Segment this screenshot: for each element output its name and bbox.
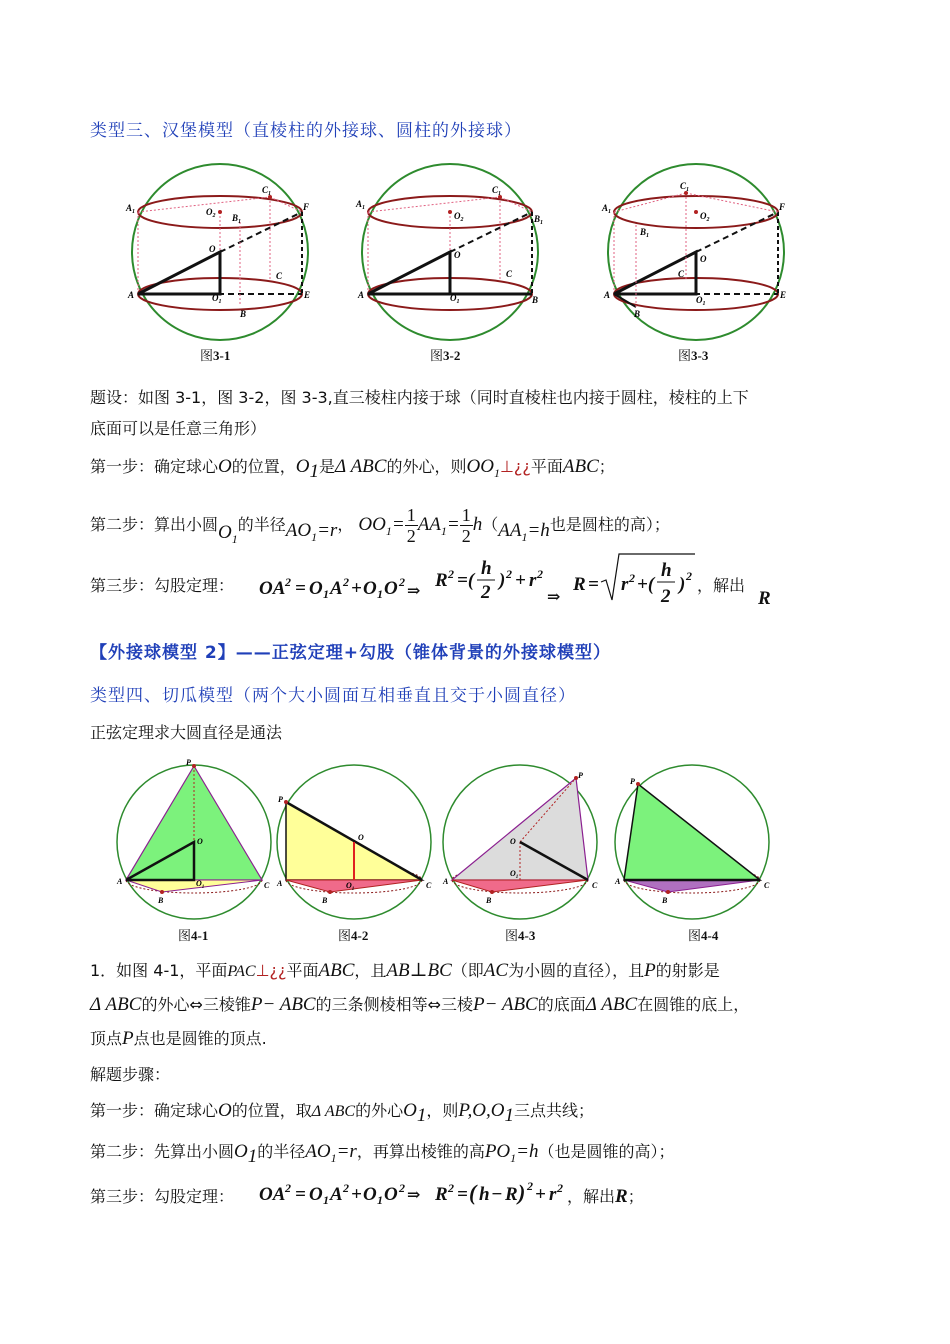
svg-text:2: 2 [686, 569, 692, 583]
section4-heading: 类型四、切瓜模型（两个大小圆面互相垂直且交于小圆直径） [90, 686, 576, 706]
svg-text:=(: =( [457, 570, 475, 591]
section3-heading: 类型三、汉堡模型（直棱柱的外接球、圆柱的外接球） [90, 121, 522, 141]
section4-step3-label: 第三步：勾股定理： [90, 1187, 235, 1206]
svg-text:+: + [535, 1184, 546, 1205]
svg-text:(: ( [469, 1180, 477, 1205]
label-B1: $B_1$ [232, 213, 242, 225]
label-C: C [678, 269, 685, 279]
label-A: A [128, 290, 135, 300]
caption-3-2: 图3-2 [430, 348, 461, 363]
svg-text:O: O [363, 1184, 377, 1205]
section3-step3-label: 第三步：勾股定理： [90, 576, 235, 595]
svg-text:A: A [330, 1184, 343, 1205]
model2-heading: 【外接球模型 2】——正弦定理+勾股（锥体背景的外接球模型） [90, 643, 611, 663]
label-O1: $O_1$ [212, 293, 222, 305]
svg-text:): ) [679, 574, 686, 595]
label-B1: $B_1$ [640, 227, 650, 239]
label-O: O [358, 833, 364, 842]
svg-text:+: + [351, 1184, 362, 1205]
section4-step3-tail: ，解出R； [567, 1186, 644, 1207]
section4-step1: 第一步：确定球心O的位置，取Δ ABC的外心$O_1$，则$P,O,O_1$三点共线； [90, 1100, 594, 1126]
section3-step2: 第二步：算出小圆$O_1$的半径$AO_1=r$， $OO_1=$ $\frac{1}{2}$ $AA_1=$ $\frac{1}{2}$ $h(AA_1=h$也是圆柱的高）； [90, 505, 670, 546]
svg-text:r: r [529, 570, 537, 591]
label-B: B [486, 896, 492, 905]
label-E: E [304, 290, 311, 300]
label-O1: $O_1$ [450, 293, 460, 305]
label-A: A [615, 877, 621, 886]
label-O: O [197, 837, 203, 846]
svg-text:2: 2 [629, 571, 635, 585]
label-E: E [780, 290, 787, 300]
label-C1: $C_1$ [680, 181, 690, 193]
label-C: C [426, 881, 432, 890]
label-C: C [276, 271, 283, 281]
svg-text:r: r [621, 574, 629, 595]
svg-text:=: = [295, 578, 306, 599]
label-O2: $O_2$ [454, 211, 464, 223]
steps-title: 解题步骤： [90, 1065, 171, 1084]
svg-text:=: = [457, 1184, 468, 1205]
svg-text:): ) [518, 1180, 526, 1205]
svg-text:2: 2 [343, 575, 349, 589]
svg-text:O: O [309, 578, 323, 599]
svg-text:=: = [295, 1184, 306, 1205]
svg-text:R: R [435, 570, 448, 591]
label-C: C [264, 881, 270, 890]
label-P: P [578, 771, 583, 780]
svg-text:2: 2 [527, 1179, 533, 1193]
svg-text:2: 2 [448, 1181, 454, 1195]
svg-text:1: 1 [377, 1193, 383, 1207]
figure-4-1 [114, 758, 279, 923]
label-F: F [303, 202, 310, 212]
svg-text:R: R [573, 574, 586, 595]
label-O2: $O_2$ [206, 207, 216, 219]
figure-4-3 [440, 758, 605, 923]
caption-4-1: 图4-1 [178, 928, 209, 943]
svg-text:2: 2 [557, 1181, 563, 1195]
svg-text:OA: OA [259, 578, 286, 599]
label-A1: $A_1$ [126, 203, 136, 215]
caption-3-3: 图3-3 [678, 348, 709, 363]
svg-text:2: 2 [661, 586, 671, 607]
label-O: O [454, 250, 461, 260]
section3-step3-R: R [758, 588, 771, 609]
svg-text:⇒: ⇒ [407, 1187, 421, 1204]
label-B: B [634, 309, 641, 319]
svg-text:2: 2 [481, 582, 491, 603]
svg-text:h: h [481, 558, 492, 579]
svg-text:r: r [549, 1184, 557, 1205]
section4-para-line1: 1．如图 4-1，平面PAC⊥¿¿平面ABC，且AB⊥BC（即AC为小圆的直径），且P的射影是 [90, 960, 720, 981]
label-F: F [779, 202, 786, 212]
svg-text:h: h [661, 560, 672, 581]
svg-text:+(: +( [637, 574, 655, 595]
svg-text:O: O [309, 1184, 323, 1205]
svg-text:A: A [330, 578, 343, 599]
svg-text:⇒: ⇒ [407, 583, 421, 600]
section3-step3-formula [255, 550, 745, 610]
figure-3-1 [120, 155, 320, 355]
section4-intro: 正弦定理求大圆直径是通法 [90, 723, 283, 742]
svg-text:R: R [435, 1184, 448, 1205]
figure-4-4 [612, 758, 777, 923]
label-A: A [117, 877, 123, 886]
caption-4-2: 图4-2 [338, 928, 369, 943]
section4-step2: 第二步：先算出小圆$O_1$的半径$AO_1=r$，再算出棱锥的高$PO_1=h$（也是圆锥的高）； [90, 1141, 675, 1167]
label-O: O [510, 837, 516, 846]
label-A: A [604, 290, 611, 300]
section4-para-line3: 顶点P点也是圆锥的顶点. [90, 1028, 267, 1049]
label-B: B [240, 309, 247, 319]
setup-line-2: 底面可以是任意三角形） [90, 419, 267, 438]
caption-4-3: 图4-3 [505, 928, 536, 943]
label-B: B [662, 896, 668, 905]
label-P: P [278, 795, 283, 804]
label-C: C [592, 881, 598, 890]
svg-text:): ) [499, 570, 506, 591]
svg-text:2: 2 [506, 567, 512, 581]
svg-text:2: 2 [399, 575, 405, 589]
svg-text:1: 1 [377, 587, 383, 601]
setup-line-1: 题设：如图 3-1，图 3-2，图 3-3,直三棱柱内接于球（同时直棱柱也内接于圆柱，棱柱的上下 [90, 388, 749, 407]
label-B: B [158, 896, 164, 905]
label-A: A [443, 877, 449, 886]
label-P: P [186, 758, 191, 767]
label-A1: $A_1$ [356, 199, 366, 211]
svg-text:1: 1 [323, 1193, 329, 1207]
svg-text:2: 2 [285, 1181, 291, 1195]
svg-text:2: 2 [537, 567, 543, 581]
figure-3-3 [596, 155, 796, 355]
figure-3-2 [350, 155, 550, 355]
label-C: C [764, 881, 770, 890]
label-B: B [322, 896, 328, 905]
svg-text:R: R [505, 1184, 518, 1205]
section4-step3-formula [255, 1172, 595, 1212]
section3-step1: 第一步：确定球心O的位置，$O_1$是Δ ABC的外心，则$OO_1\perp¿¿$平面ABC； [90, 456, 615, 482]
label-O2: $O_2$ [700, 211, 710, 223]
label-O: O [700, 254, 707, 264]
caption-3-1: 图3-1 [200, 348, 231, 363]
caption-4-4: 图4-4 [688, 928, 719, 943]
svg-text:+: + [515, 570, 526, 591]
label-C1: $C_1$ [492, 185, 502, 197]
label-O1: $O_1$ [510, 869, 519, 880]
label-C1: $C_1$ [262, 185, 272, 197]
svg-text:+: + [351, 578, 362, 599]
svg-text:2: 2 [343, 1181, 349, 1195]
section4-para-line2: Δ ABC的外心⇔三棱锥P− ABC的三条侧棱相等⇔三棱P− ABC的底面Δ ABC在圆锥的底上， [90, 994, 750, 1015]
svg-text:−: − [491, 1184, 503, 1205]
label-A1: $A_1$ [602, 203, 612, 215]
label-O1: $O_1$ [196, 879, 205, 890]
svg-text:O: O [384, 1184, 398, 1205]
label-A: A [277, 879, 283, 888]
section3-step3-tail: ，解出 [697, 576, 746, 595]
svg-text:O: O [384, 578, 398, 599]
svg-text:h: h [479, 1184, 490, 1205]
label-O: O [209, 244, 216, 254]
label-B1: $B_1$ [534, 214, 544, 226]
svg-text:OA: OA [259, 1184, 286, 1205]
label-O1: $O_1$ [696, 295, 706, 307]
svg-text:2: 2 [448, 567, 454, 581]
svg-text:=: = [588, 574, 599, 595]
svg-text:2: 2 [285, 575, 291, 589]
label-C: C [506, 269, 513, 279]
svg-text:2: 2 [399, 1181, 405, 1195]
label-B: B [532, 295, 539, 305]
label-P: P [630, 777, 635, 786]
svg-text:1: 1 [323, 587, 329, 601]
figure-4-2 [274, 758, 439, 923]
svg-text:⇒: ⇒ [547, 589, 561, 606]
label-A: A [358, 290, 365, 300]
label-O1: $O_1$ [346, 881, 355, 892]
svg-text:O: O [363, 578, 377, 599]
